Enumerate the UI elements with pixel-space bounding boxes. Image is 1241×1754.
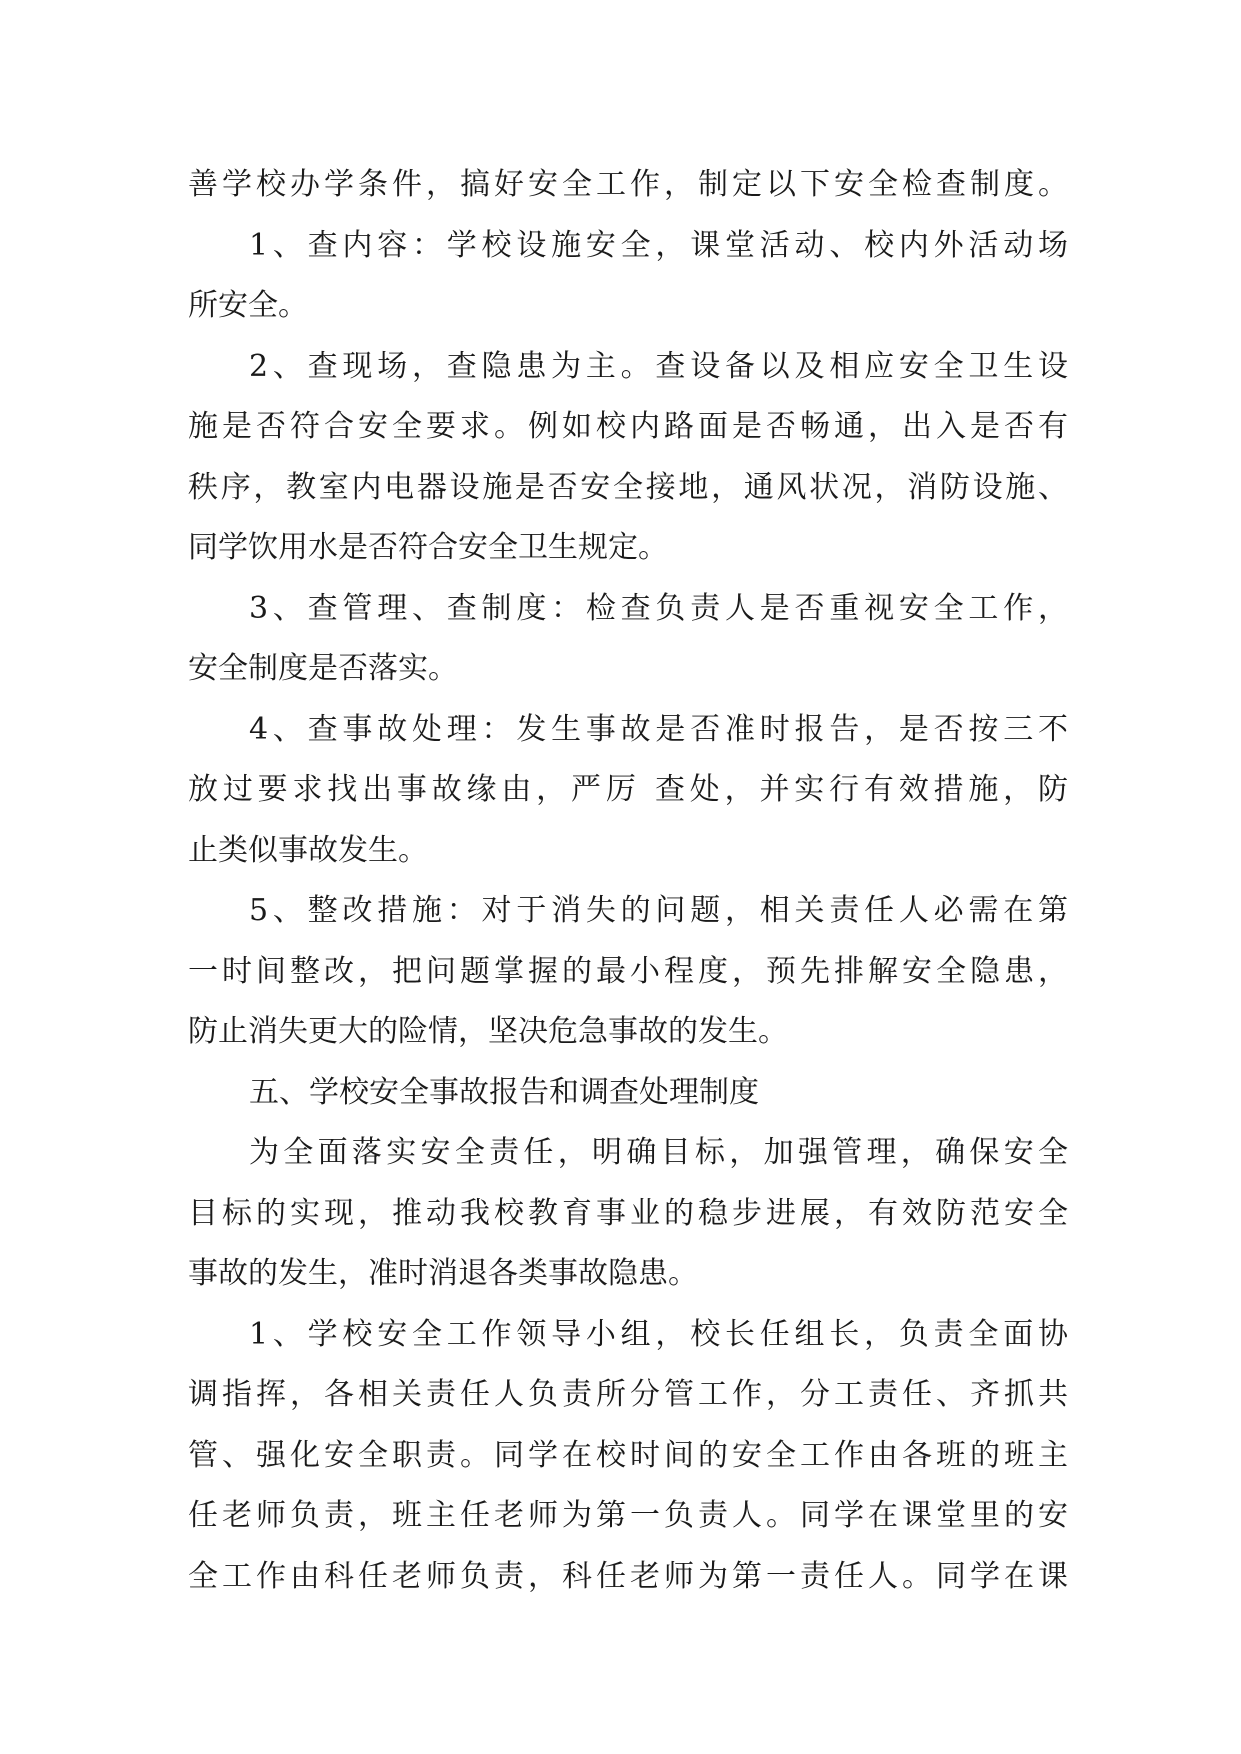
document-body [188,155,1068,1607]
text-line: 4、查事故处理：发生事故是否准时报告，是否按三不 [249,711,1068,747]
text-line: 3、查管理、查制度：检查负责人是否重视安全工作， [249,590,1068,626]
text-line: 任老师负责，班主任老师为第一负责人。同学在课堂里的安 [188,1498,1068,1533]
text-line: 调指挥，各相关责任人负责所分管工作，分工责任、齐抓共 [188,1377,1068,1412]
text-line: 同学饮用水是否符合安全卫生规定。 [188,530,668,565]
text-line: 放过要求找出事故缘由，严厉 查处，并实行有效措施，防 [188,772,1068,807]
text-line: 事故的发生，准时消退各类事故隐患。 [188,1256,698,1291]
text-line: 2、查现场，查隐患为主。查设备以及相应安全卫生设 [249,348,1068,384]
text-line: 目标的实现，推动我校教育事业的稳步进展，有效防范安全 [188,1195,1068,1231]
text-line: 防止消失更大的险情，坚决危急事故的发生。 [188,1014,788,1049]
text-line: 全工作由科任老师负责，科任老师为第一责任人。同学在课 [188,1558,1068,1594]
text-line: 所安全。 [188,288,308,323]
text-line: 安全制度是否落实。 [188,651,458,686]
text-line: 一时间整改，把问题掌握的最小程度，预先排解安全隐患， [188,953,1068,989]
text-line: 善学校办学条件，搞好安全工作，制定以下安全检查制度。 [188,167,1068,202]
text-line: 为全面落实安全责任，明确目标，加强管理，确保安全 [249,1135,1068,1170]
text-line: 施是否符合安全要求。例如校内路面是否畅通，出入是否有 [188,409,1068,444]
text-line: 1、学校安全工作领导小组，校长任组长，负责全面协 [249,1316,1068,1352]
text-line: 管、强化安全职责。同学在校时间的安全工作由各班的班主 [188,1437,1068,1473]
text-line: 1、查内容：学校设施安全，课堂活动、校内外活动场 [249,227,1068,263]
text-line: 秩序，教室内电器设施是否安全接地，通风状况，消防设施、 [188,469,1068,505]
text-line: 止类似事故发生。 [188,832,428,868]
text-line: 5、整改措施：对于消失的问题，相关责任人必需在第 [249,893,1068,928]
section-heading: 五、学校安全事故报告和调查处理制度 [249,1074,759,1110]
